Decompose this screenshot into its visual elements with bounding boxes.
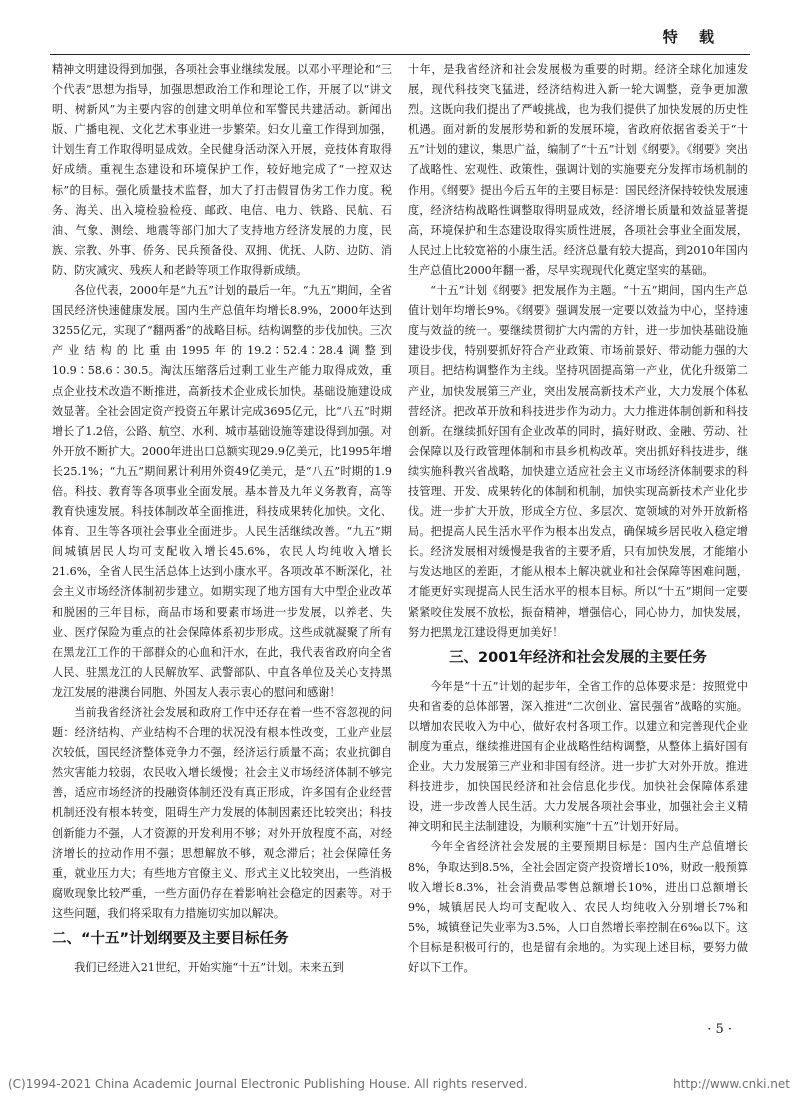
paragraph: 我们已经进入21世纪，开始实施“十五”计划。未来五到 bbox=[74, 961, 344, 975]
paragraph: 今年是“十五”计划的起步年，全省工作的总体要求是：按照党中央和省委的总体部署，深入推进“二次创业、富民强省”战略的实施。以增加农民收入为中心，做好农村各项工作。以建立和完善现代企业制度为重点，继续推进国有企业战略性结构调整，从整体上搞好国有企业。大力发展第三产业和非国有经济。进一步扩大对外开放。推进科技进步，加快国民经济和社会信息化步伐。加快社会保障体系建设，进一步改善人民生活。大力发展各项社会事业，加强社会主义精神文明和民主法制建设，为顺利实施“十五”计划开好局。 bbox=[408, 679, 748, 834]
footer-url[interactable]: http://www.cnki.net bbox=[673, 1077, 790, 1091]
section-heading: 二、“十五”计划纲要及主要目标任务 bbox=[52, 931, 289, 948]
paragraph: 当前我省经济社会发展和政府工作中还存在着一些不容忽视的问题：经济结构、产业结构不合理的状况没有根本性改变，工业产业层次较低，国民经济整体竞争力不强，经济运行质量不高；农业抗御自然灾害能力较弱，农民收入增长缓慢；社会主义市场经济体制不够完善，适应市场经济的投融资体制还没有真正形成，许多国有企业经营机制还没有根本转变，阻碍生产力发展的体制因素还比较突出；科技创新能力不强，人才资源的开发利用不够；对外开放程度不高，对经济增长的拉动作用不强；思想解放不够，观念滞后；社会保障任务重，就业压力大；有些地方官僚主义、形式主义比较突出，一些消极腐败现象比较严重，一些方面仍存在着影响社会稳定的因素等。对于这些问题，我们将采取有力措施切实加以解决。 bbox=[52, 706, 392, 920]
section-title: 特 载 bbox=[662, 28, 722, 46]
right-column bbox=[408, 60, 748, 1045]
footer bbox=[8, 1077, 790, 1095]
paragraph: 今年全省经济社会发展的主要预期目标是：国内生产总值增长8%，争取达到8.5%，全社会固定资产投资增长10%，财政一般预算收入增长8.3%，社会消费品零售总额增长10%，进出口总额增长9%，城镇居民人均可支配收入、农民人均纯收入分别增长7%和5%，城镇登记失业率为3.5%，人口自然增长率控制在6‰以下。这个目标是积极可行的，也是留有余地的。为实现上述目标，要努力做好以下工作。 bbox=[408, 840, 748, 975]
page-number: · 5 · bbox=[707, 1022, 732, 1037]
paragraph: 十年，是我省经济和社会发展极为重要的时期。经济全球化加速发展，现代科技突飞猛进，经济结构进入新一轮大调整，竞争更加激烈。这既向我们提出了严峻挑战，也为我们提供了加快发展的历史性机遇。面对新的发展形势和新的发展环境，省政府依据省委关于“十五”计划的建议，集思广益，编制了“十五”计划《纲要》。《纲要》突出了战略性、宏观性、政策性，强调计划的实施要充分发挥市场机制的作用。《纲要》提出今后五年的主要目标是：国民经济保持较快发展速度，经济结构战略性调整取得明显成效，经济增长质量和效益显著提高，环境保护和生态建设取得实质性进展，各项社会事业全面发展，人民过上比较宽裕的小康生活。经济总量有较大提高，到2010年国内生产总值比2000年翻一番，尽早实现现代化奠定坚实的基础。 bbox=[408, 63, 748, 277]
two-column-body bbox=[52, 60, 748, 1045]
left-column bbox=[52, 60, 392, 1045]
section-heading: 三、2001年经济和社会发展的主要任务 bbox=[449, 649, 707, 666]
page-header bbox=[50, 18, 750, 55]
paragraph: 精神文明建设得到加强，各项社会事业继续发展。以邓小平理论和“三个代表”思想为指导，加强思想政治工作和理论工作，开展了以“讲文明、树新风”为主要内容的创建文明单位和军警民共建活动。新闻出版、广播电视、文化艺术事业进一步繁荣。妇女儿童工作得到加强，计划生育工作取得明显成效。全民健身活动深入开展，竞技体育取得好成绩。重视生态建设和环境保护工作，较好地完成了“一控双达标”的目标。强化质量技术监督，加大了打击假冒伪劣工作力度。税务、海关、出入境检验检疫、邮政、电信、电力、铁路、民航、石油、气象、测绘、地震等部门加大了支持地方经济发展的力度，民族、宗教、外事、侨务、民兵预备役、双拥、优抚、人防、边防、消防、防灾减灾、残疾人和老龄等项工作取得新成绩。 bbox=[52, 63, 392, 277]
paragraph: 各位代表，2000年是“九五”计划的最后一年。“九五”期间，全省国民经济快速健康发展。国内生产总值年均增长8.9%，2000年达到3255亿元，实现了“翻两番”的战略目标。结构调整的步伐加快。三次产业结构的比重由1995年的19.2∶52.4∶28.4调整到10.9∶58.6∶30.5。淘汰压缩落后过剩工业生产能力取得成效，重点企业技术改造不断推进，高新技术企业成长加快。基础设施建设成效显著。全社会固定资产投资五年累计完成3695亿元，比“八五”时期增长了1.2倍，公路、航空、水利、城市基础设施等建设得到加强。对外开放不断扩大。2000年进出口总额实现29.9亿美元，比1995年增长25.1%；“九五”期间累计利用外资49亿美元，是“八五”时期的1.9倍。科技、教育等各项事业全面发展。基本普及九年义务教育，高等教育快速发展。科技体制改革全面推进，科技成果转化加快。文化、体育、卫生等各项社会事业全面进步。人民生活继续改善。“九五”期间城镇居民人均可支配收入增长45.6%，农民人均纯收入增长21.6%，全省人民生活总体上达到小康水平。各项改革不断深化，社会主义市场经济体制初步建立。如期实现了地方国有大中型企业改革和脱困的三年目标，商品市场和要素市场进一步发展，以养老、失业、医疗保险为重点的社会保障体系初步形成。这些成就凝聚了所有在黑龙江工作的干部群众的心血和汗水，在此，我代表省政府向全省人民、驻黑龙江的人民解放军、武警部队、中直各单位及关心支持黑龙江发展的港澳台同胞、外国友人表示衷心的慰问和感谢！ bbox=[52, 284, 392, 699]
copyright-text: (C)1994-2021 China Academic Journal Electronic Publishing House. All rights reserved. bbox=[8, 1077, 528, 1091]
paragraph: “十五”计划《纲要》把发展作为主题。“十五”期间，国内生产总值计划年均增长9%。《纲要》强调发展一定要以效益为中心，坚持速度与效益的统一。要继续贯彻扩大内需的方针，进一步加快基础设施建设步伐，特别要抓好符合产业政策、市场前景好、带动能力强的大项目。把结构调整作为主线。坚持巩固提高第一产业，优化升级第二产业，加快发展第三产业，突出发展高新技术产业，大力发展个体私营经济。把改革开放和科技进步作为动力。大力推进体制创新和科技创新。在继续抓好国有企业改革的同时，搞好财政、金融、劳动、社会保障以及行政管理体制和市县乡机构改革。突出抓好科技进步，继续实施科教兴省战略，加快建立适应社会主义市场经济体制要求的科技管理、开发、成果转化的体制和机制，加快实现高新技术产业化步伐。进一步扩大开放，形成全方位、多层次、宽领域的对外开放新格局。把提高人民生活水平作为根本出发点，确保城乡居民收入稳定增长。经济发展相对缓慢是我省的主要矛盾，只有加快发展，才能缩小与发达地区的差距，才能从根本上解决就业和社会保障等困难问题，才能更好实现提高人民生活水平的根本目标。所以“十五”期间一定要紧紧咬住发展不放松，振奋精神，增强信心，同心协力，加快发展，努力把黑龙江建设得更加美好！ bbox=[408, 284, 748, 639]
